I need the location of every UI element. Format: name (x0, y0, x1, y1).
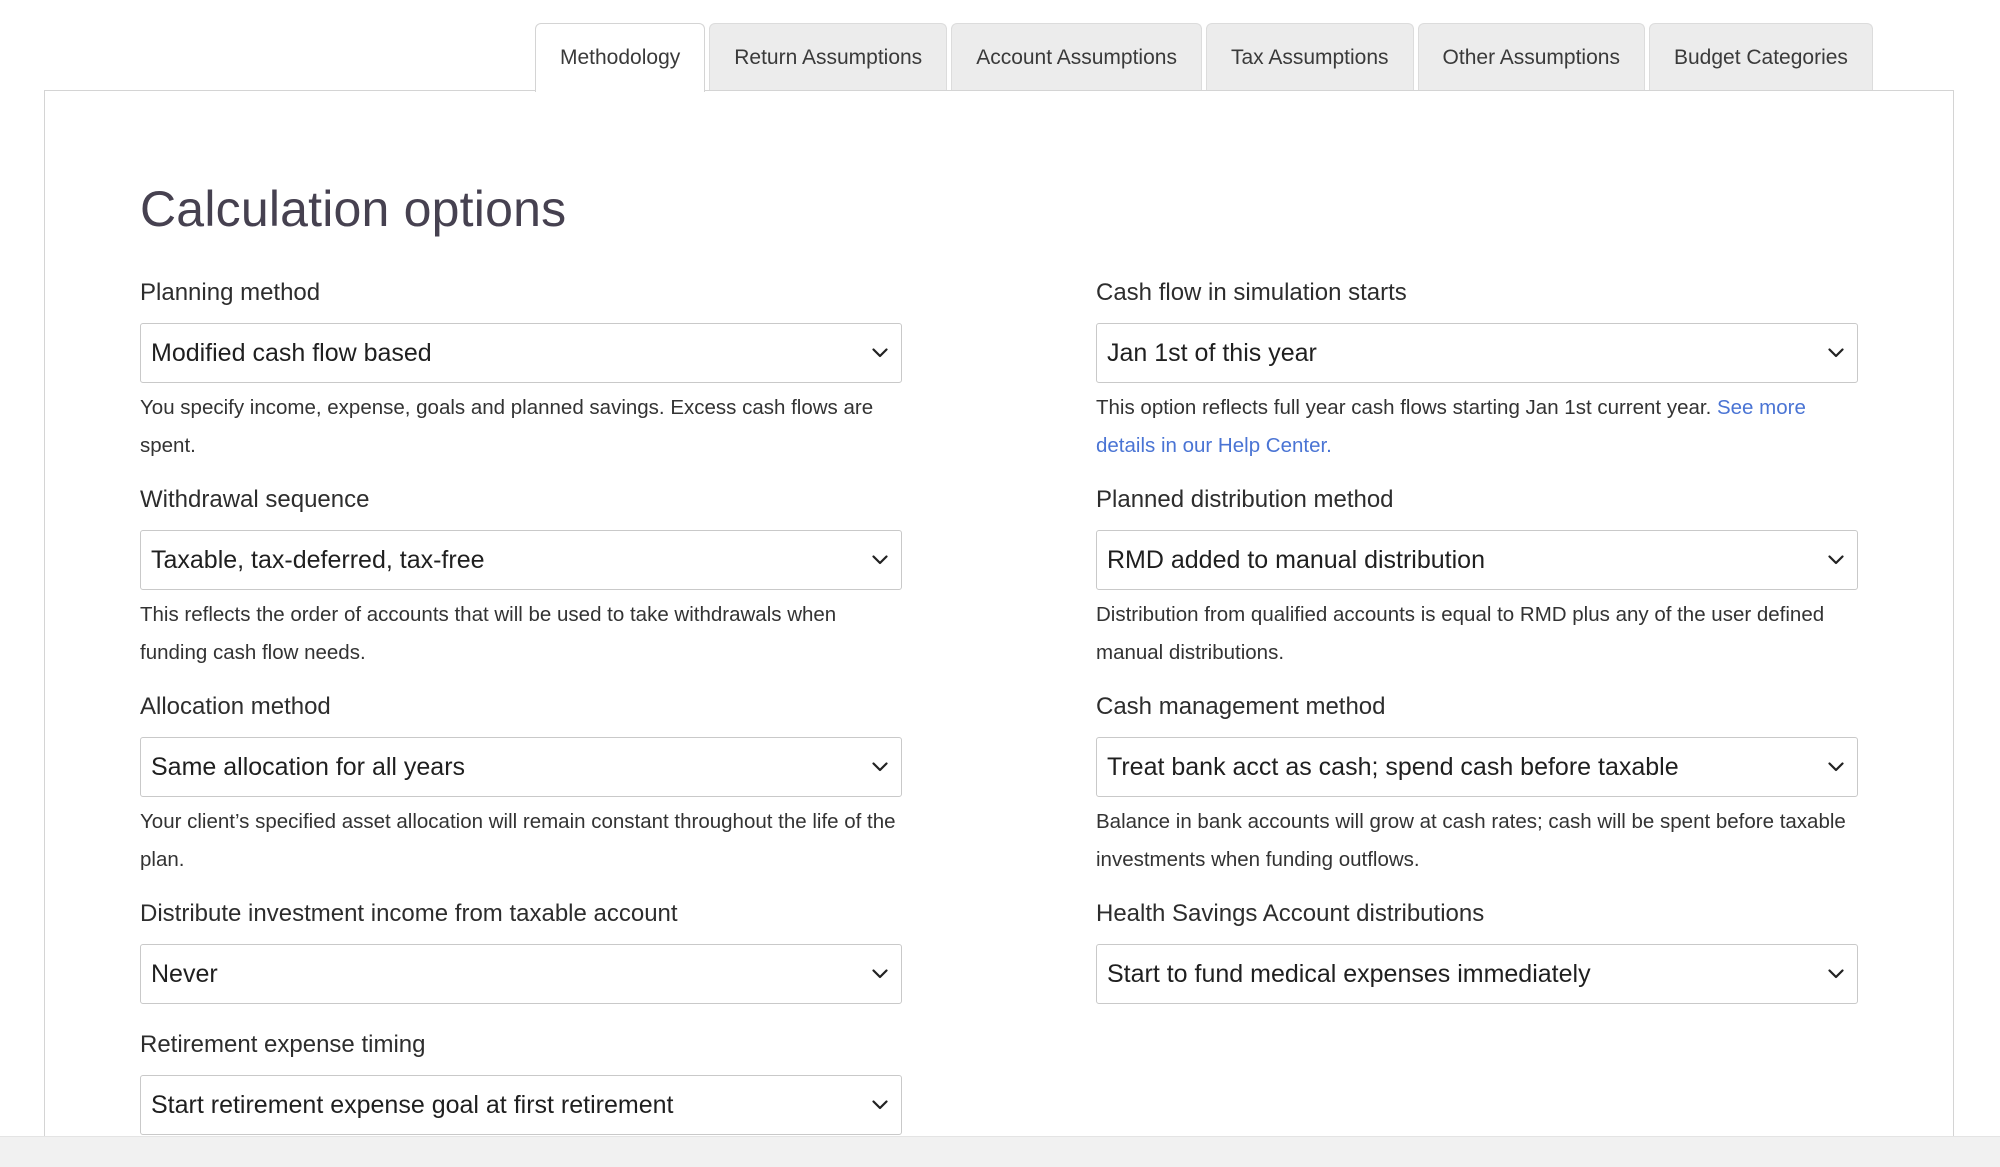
cash-management-select[interactable] (1096, 737, 1858, 797)
cash-management-help: Balance in bank accounts will grow at cash rates; cash will be spent before taxable investments when funding outflows. (1096, 810, 1846, 871)
chevron-down-icon (871, 551, 889, 569)
chevron-down-icon (1827, 965, 1845, 983)
allocation-method-field (140, 693, 902, 879)
distribute-income-value: Never (151, 959, 218, 988)
tab-tax-assumptions[interactable]: Tax Assumptions (1206, 23, 1414, 91)
withdrawal-sequence-label: Withdrawal sequence (140, 486, 370, 513)
cash-flow-start-help (1096, 389, 1858, 465)
retirement-expense-value: Start retirement expense goal at first retirement (151, 1090, 674, 1119)
help-center-link[interactable]: See more details in our Help Center. (1096, 396, 1806, 457)
chevron-down-icon (871, 965, 889, 983)
withdrawal-sequence-field (140, 486, 902, 672)
hsa-distributions-value: Start to fund medical expenses immediately (1107, 959, 1591, 988)
chevron-down-icon (871, 1096, 889, 1114)
cash-flow-start-label: Cash flow in simulation starts (1096, 279, 1407, 306)
retirement-expense-label: Retirement expense timing (140, 1031, 426, 1058)
chevron-down-icon (1827, 758, 1845, 776)
distribute-income-select[interactable] (140, 944, 902, 1004)
tab-other-assumptions[interactable]: Other Assumptions (1418, 23, 1645, 91)
cash-flow-start-help-text: This option reflects full year cash flows starting Jan 1st current year. (1096, 396, 1712, 419)
planning-method-help: You specify income, expense, goals and planned savings. Excess cash flows are spent. (140, 396, 874, 457)
cash-flow-start-field (1096, 279, 1858, 465)
distribute-income-label: Distribute investment income from taxable account (140, 900, 678, 927)
planning-method-label: Planning method (140, 279, 321, 306)
tab-methodology[interactable]: Methodology (535, 23, 705, 92)
hsa-distributions-select[interactable] (1096, 944, 1858, 1004)
planned-distribution-field (1096, 486, 1858, 672)
retirement-expense-field (140, 1031, 902, 1135)
tab-budget-categories[interactable]: Budget Categories (1649, 23, 1873, 91)
withdrawal-sequence-select[interactable] (140, 530, 902, 590)
chevron-down-icon (1827, 344, 1845, 362)
cash-management-label: Cash management method (1096, 693, 1386, 720)
distribute-income-field (140, 900, 902, 1004)
allocation-method-value: Same allocation for all years (151, 752, 466, 781)
chevron-down-icon (1827, 551, 1845, 569)
allocation-method-label: Allocation method (140, 693, 331, 720)
hsa-distributions-field (1096, 900, 1858, 1004)
allocation-method-select[interactable] (140, 737, 902, 797)
planned-distribution-value: RMD added to manual distribution (1107, 545, 1485, 574)
retirement-expense-select[interactable] (140, 1075, 902, 1135)
planning-method-field (140, 279, 902, 465)
cash-flow-start-select[interactable] (1096, 323, 1858, 383)
tab-account-assumptions[interactable]: Account Assumptions (951, 23, 1202, 91)
chevron-down-icon (871, 344, 889, 362)
planned-distribution-label: Planned distribution method (1096, 486, 1394, 513)
hsa-distributions-label: Health Savings Account distributions (1096, 900, 1485, 927)
cash-management-value: Treat bank acct as cash; spend cash before taxable (1107, 752, 1679, 781)
tab-bar (535, 23, 1877, 91)
withdrawal-sequence-value: Taxable, tax-deferred, tax-free (151, 545, 485, 574)
planning-method-value: Modified cash flow based (151, 338, 432, 367)
bottom-scroll-bar (0, 1136, 2000, 1167)
page-title: Calculation options (140, 181, 567, 237)
planned-distribution-select[interactable] (1096, 530, 1858, 590)
tab-return-assumptions[interactable]: Return Assumptions (709, 23, 947, 91)
planned-distribution-help: Distribution from qualified accounts is equal to RMD plus any of the user defined manual distributions. (1096, 603, 1825, 664)
cash-management-field (1096, 693, 1858, 879)
planning-method-select[interactable] (140, 323, 902, 383)
chevron-down-icon (871, 758, 889, 776)
cash-flow-start-value: Jan 1st of this year (1107, 338, 1317, 367)
withdrawal-sequence-help: This reflects the order of accounts that will be used to take withdrawals when funding cash flow needs. (140, 603, 837, 664)
allocation-method-help: Your client’s specified asset allocation will remain constant throughout the life of the plan. (140, 810, 896, 871)
